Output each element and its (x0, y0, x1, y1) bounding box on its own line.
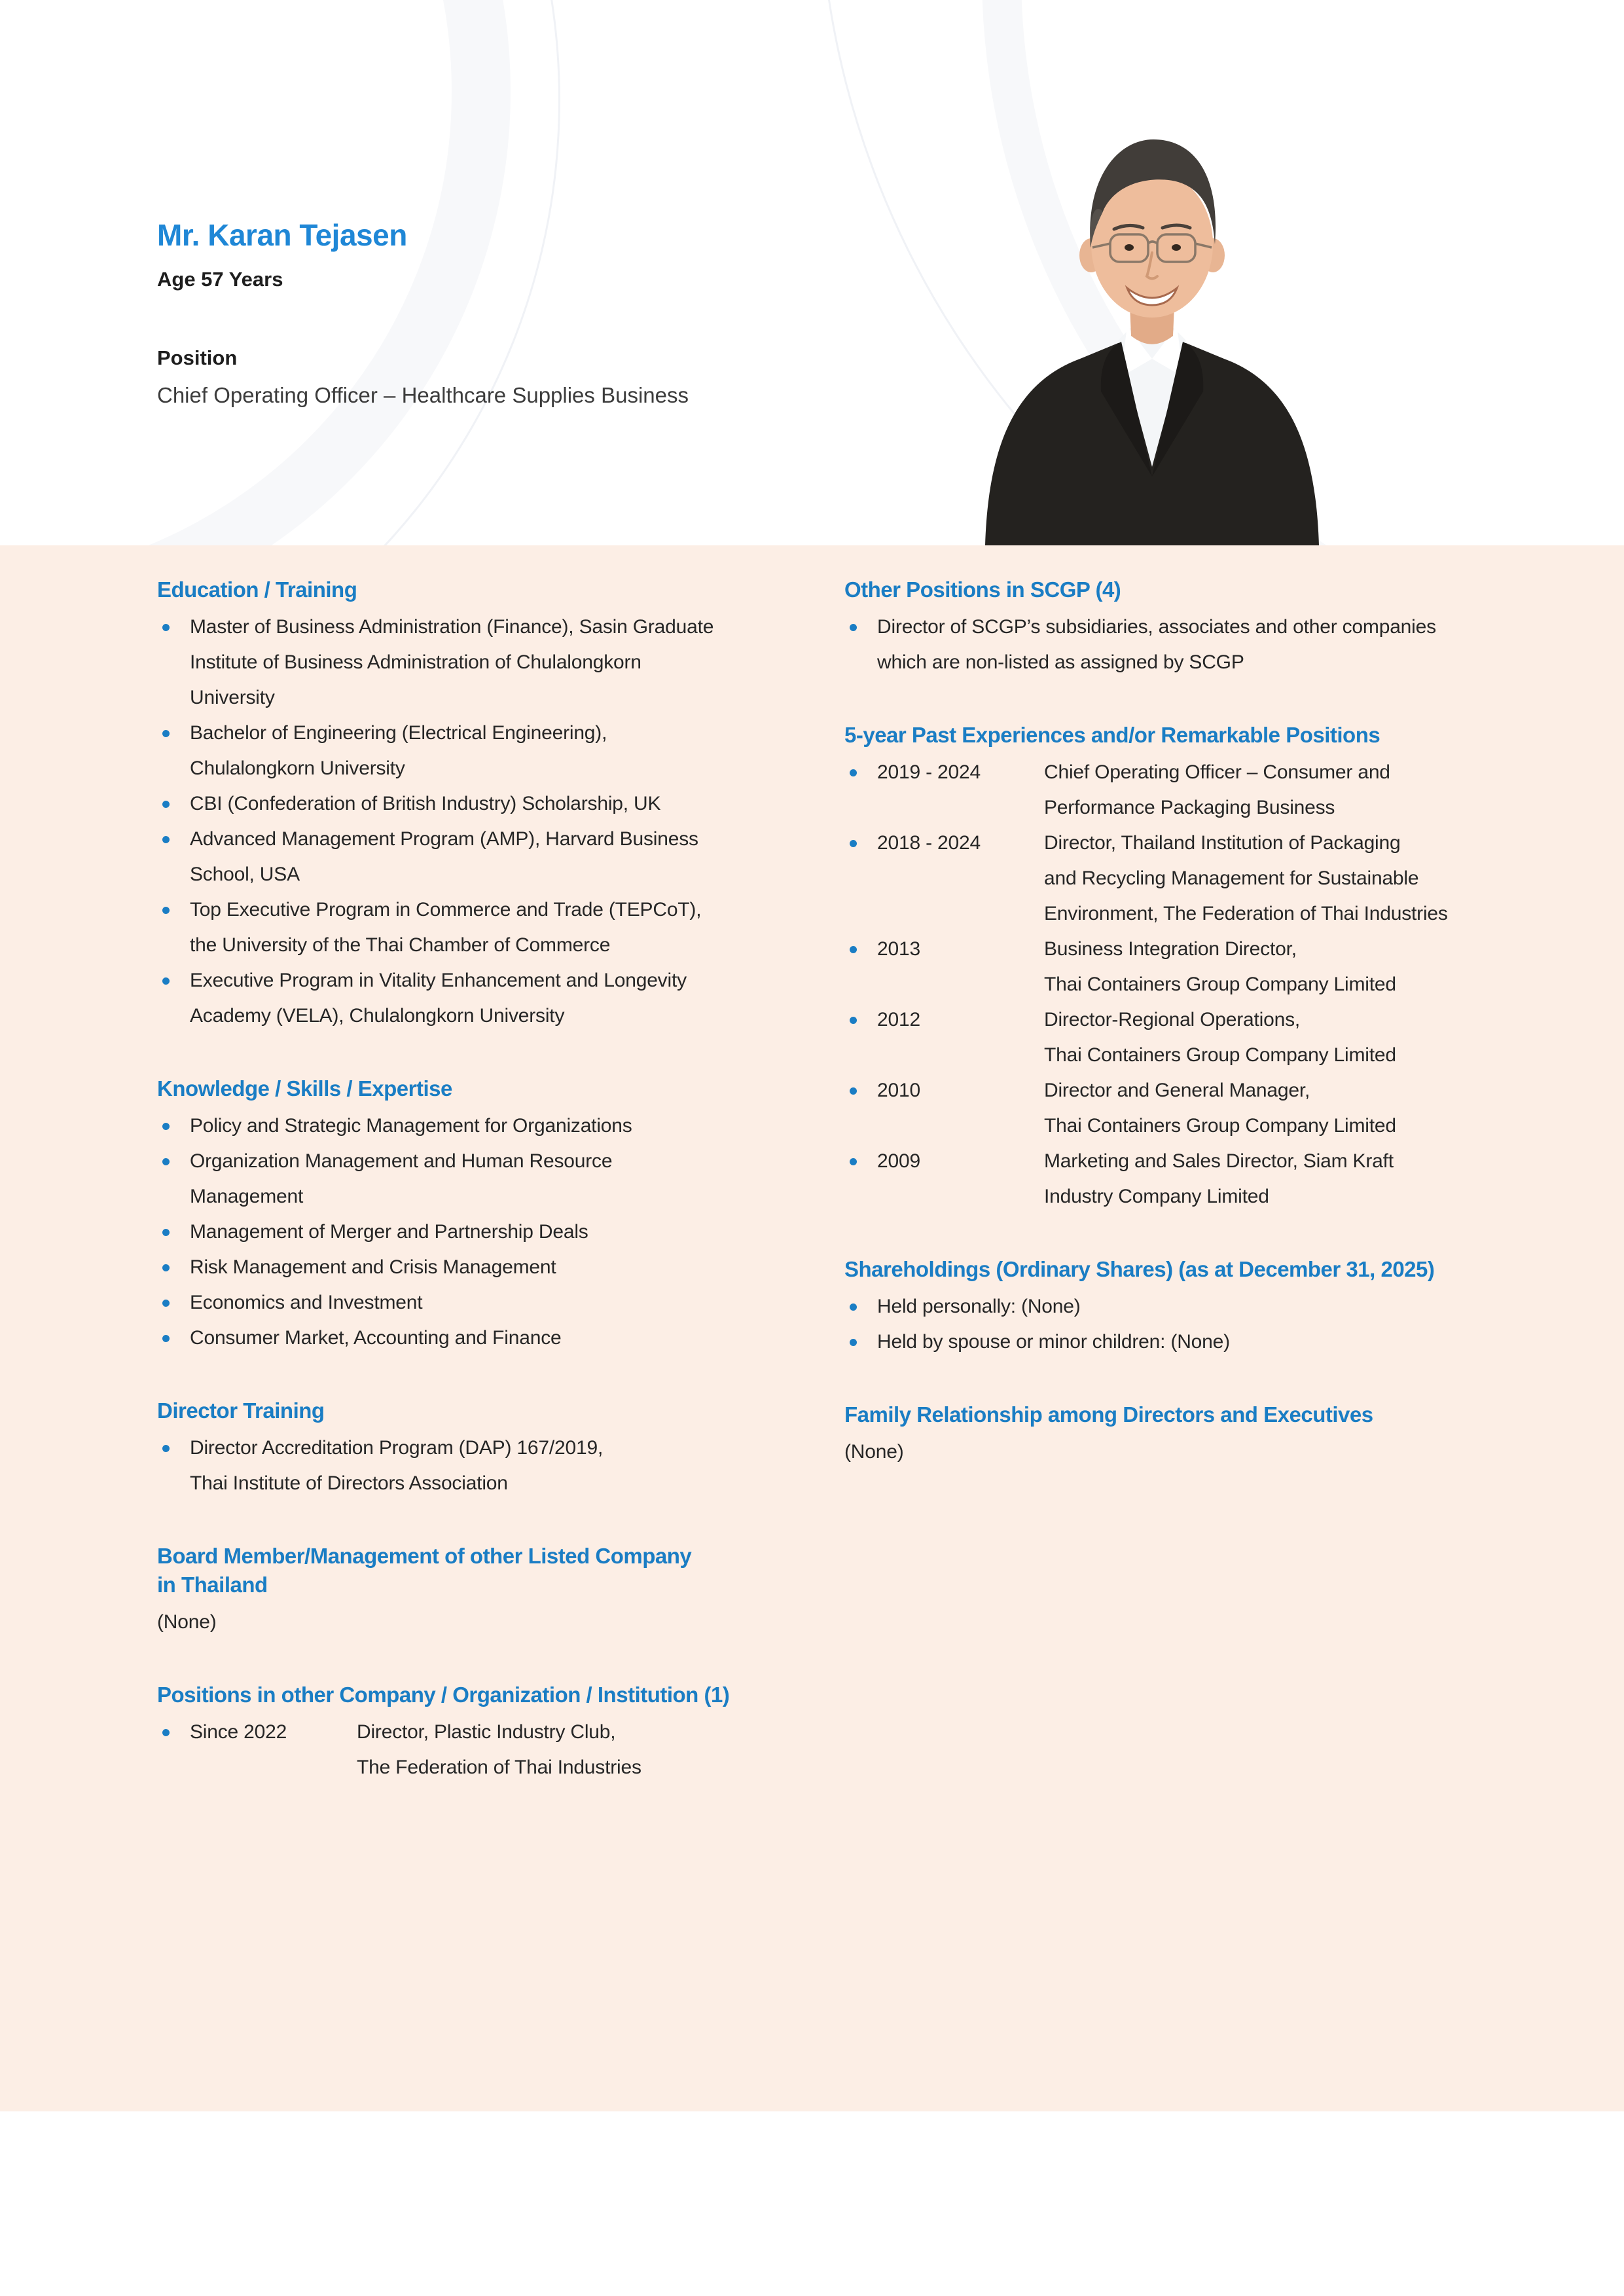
period-label: 2012 (877, 1009, 920, 1030)
list-item: Director Accreditation Program (DAP) 167/2019, Thai Institute of Directors Association (157, 1430, 766, 1501)
right-column (844, 575, 1519, 2111)
list-item: 2019 - 2024 Chief Operating Officer – Consumer and Performance Packaging Business (844, 755, 1519, 826)
list-item: CBI (Confederation of British Industry) Scholarship, UK (157, 786, 766, 822)
section-knowledge (157, 1074, 766, 1356)
section-heading: 5-year Past Experiences and/or Remarkable Positions (844, 723, 1380, 747)
list-item: Economics and Investment (157, 1285, 766, 1321)
section-heading: Board Member/Management of other Listed Company in Thailand (157, 1544, 692, 1597)
list-item: Held by spouse or minor children: (None) (844, 1324, 1519, 1360)
list-item: 2013 Business Integration Director, Thai Containers Group Company Limited (844, 932, 1519, 1002)
section-heading: Education / Training (157, 577, 357, 602)
list-item: Bachelor of Engineering (Electrical Engineering), Chulalongkorn University (157, 716, 766, 786)
section-heading: Other Positions in SCGP (4) (844, 577, 1121, 602)
profile-details (0, 545, 1624, 2111)
director-training-list (157, 1430, 766, 1501)
section-heading: Positions in other Company / Organization / Institution (1) (157, 1683, 730, 1707)
list-item: Since 2022 Director, Plastic Industry Club, The Federation of Thai Industries (157, 1715, 766, 1785)
section-shareholdings (844, 1255, 1519, 1360)
list-item: 2012 Director-Regional Operations, Thai Containers Group Company Limited (844, 1002, 1519, 1073)
period-label: 2009 (877, 1150, 920, 1172)
experiences-list (844, 755, 1519, 1214)
section-value: (None) (157, 1611, 217, 1633)
section-heading: Knowledge / Skills / Expertise (157, 1076, 452, 1101)
list-item: 2010 Director and General Manager, Thai Containers Group Company Limited (844, 1073, 1519, 1144)
shareholdings-list (844, 1289, 1519, 1360)
left-column (157, 575, 766, 2111)
section-director-training (157, 1396, 766, 1501)
position-label: Position (157, 346, 238, 369)
list-item: 2018 - 2024 Director, Thailand Institution of Packaging and Recycling Management for Sustainable Environment, The Federation of Thai Industries (844, 826, 1519, 932)
scgp-positions-list (844, 610, 1519, 680)
profile-header (157, 217, 689, 409)
list-item: Risk Management and Crisis Management (157, 1250, 766, 1285)
period-label: Since 2022 (190, 1721, 287, 1743)
section-heading: Shareholdings (Ordinary Shares) (as at December 31, 2025) (844, 1257, 1435, 1281)
list-item: Master of Business Administration (Finance), Sasin Graduate Institute of Business Administration of Chulalongkorn University (157, 610, 766, 716)
section-value: (None) (844, 1441, 904, 1463)
position-value: Chief Operating Officer – Healthcare Supplies Business (157, 383, 689, 407)
list-item: Organization Management and Human Resource Management (157, 1144, 766, 1214)
list-item: Director of SCGP’s subsidiaries, associates and other companies which are non-listed as assigned by SCGP (844, 610, 1519, 680)
person-age: Age 57 Years (157, 268, 283, 291)
person-name: Mr. Karan Tejasen (157, 218, 407, 252)
section-scgp-positions (844, 575, 1519, 680)
list-item: 2009 Marketing and Sales Director, Siam Kraft Industry Company Limited (844, 1144, 1519, 1214)
section-heading: Director Training (157, 1398, 325, 1423)
section-heading: Family Relationship among Directors and Executives (844, 1402, 1373, 1427)
list-item: Advanced Management Program (AMP), Harvard Business School, USA (157, 822, 766, 892)
period-label: 2019 - 2024 (877, 761, 981, 783)
portrait-photo (962, 84, 1342, 545)
period-label: 2013 (877, 938, 920, 960)
list-item: Executive Program in Vitality Enhancement and Longevity Academy (VELA), Chulalongkorn University (157, 963, 766, 1034)
list-item: Consumer Market, Accounting and Finance (157, 1321, 766, 1356)
section-education (157, 575, 766, 1034)
list-item: Top Executive Program in Commerce and Trade (TEPCoT), the University of the Thai Chamber of Commerce (157, 892, 766, 963)
section-other-org-positions (157, 1681, 766, 1785)
section-experiences (844, 721, 1519, 1214)
period-label: 2018 - 2024 (877, 832, 981, 854)
other-org-positions-list (157, 1715, 766, 1785)
knowledge-list (157, 1108, 766, 1356)
section-board-member (157, 1542, 766, 1640)
section-family-relationship (844, 1400, 1519, 1470)
list-item: Policy and Strategic Management for Organizations (157, 1108, 766, 1144)
education-list (157, 610, 766, 1034)
period-label: 2010 (877, 1080, 920, 1101)
list-item: Management of Merger and Partnership Deals (157, 1214, 766, 1250)
list-item: Held personally: (None) (844, 1289, 1519, 1324)
